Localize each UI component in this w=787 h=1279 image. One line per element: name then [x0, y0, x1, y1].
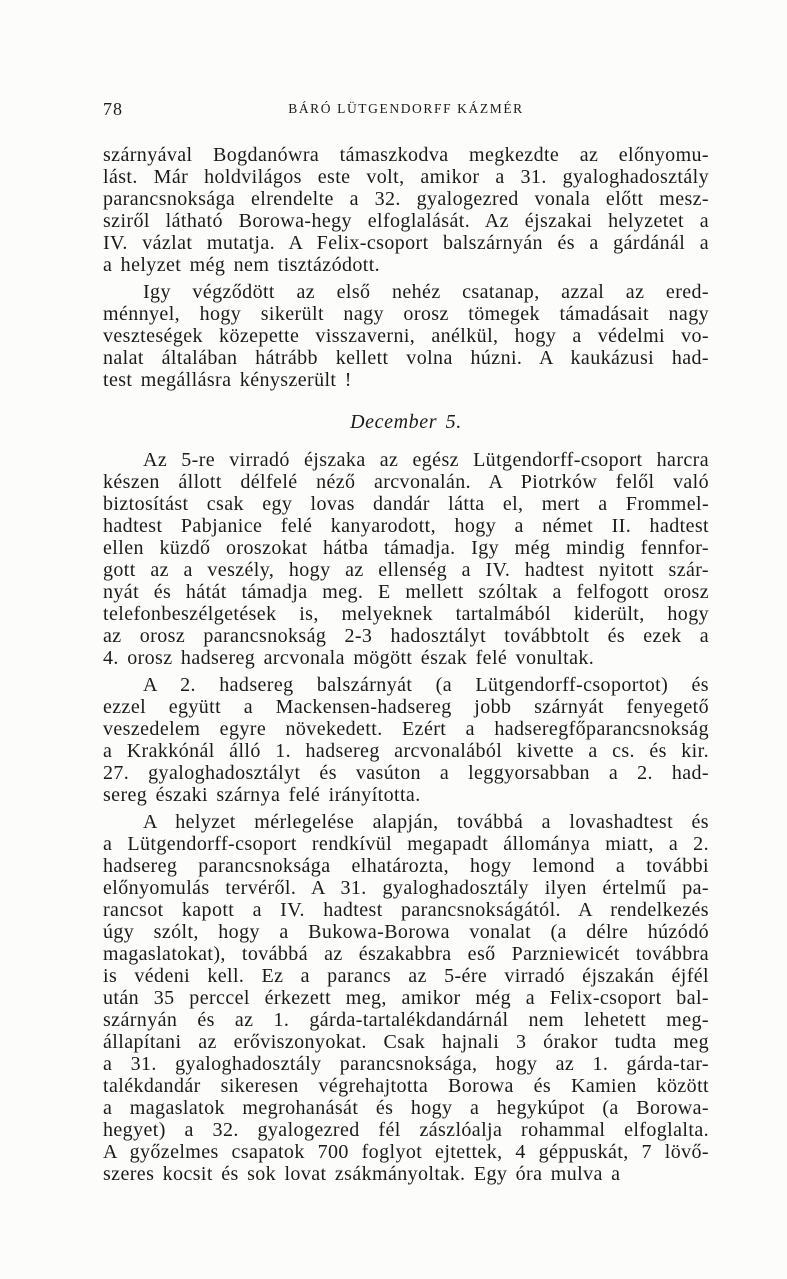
text-line: hadtest Pabjanice felé kanyarodott, hogy a német II. hadtest [103, 515, 709, 537]
section-heading: December 5. [350, 411, 462, 433]
text-line: nalat általában hátrább kellett volna húzni. A kaukázusi had- [103, 347, 709, 369]
text-line: előnyomulás tervéről. A 31. gyaloghadosztály ilyen értelmű pa- [103, 877, 709, 899]
text-line: IV. vázlat mutatja. A Felix-csoport balszárnyán és a gárdánál a [103, 232, 709, 254]
running-header [103, 99, 709, 121]
text-line: készen állott délfelé néző arcvonalán. A Piotrków felől való [103, 471, 709, 493]
running-header-title: BÁRÓ LÜTGENDORFF KÁZMÉR [288, 101, 524, 116]
text-line: rancsot kapott a IV. hadtest parancsnokságától. A rendelkezés [103, 899, 709, 921]
text-line: telefonbeszélgetések is, melyeknek tartalmából kiderült, hogy [103, 603, 709, 625]
text-line: szárnyán és az 1. gárda-tartalékdandárnál nem lehetett meg- [103, 1009, 709, 1031]
paragraph [103, 281, 709, 391]
text-line: is védeni kell. Ez a parancs az 5-ére virradó éjszakán éjfél [103, 965, 709, 987]
text-line: sziről látható Borowa-hegy elfoglalását. Az éjszakai helyzetet a [103, 210, 709, 232]
page-number: 78 [103, 99, 123, 119]
text-line: biztosítást csak egy lovas dandár látta el, mert a Frommel- [103, 493, 709, 515]
text-line: után 35 perccel érkezett meg, amikor még a Felix-csoport bal- [103, 987, 709, 1009]
text-line: ménnyel, hogy sikerült nagy orosz tömegek támadásait nagy [103, 303, 709, 325]
text-line: 27. gyaloghadosztályt és vasúton a leggyorsabban a 2. had- [103, 762, 709, 784]
paragraph [103, 674, 709, 806]
text-line: a magaslatok megrohanását és hogy a hegykúpot (a Borowa- [103, 1097, 709, 1119]
text-line: úgy szólt, hogy a Bukowa-Borowa vonalat (a délre húzódó [103, 921, 709, 943]
text-line: Igy végződött az első nehéz csatanap, azzal az ered- [143, 281, 709, 303]
text-line: test megállásra kényszerült ! [103, 369, 352, 391]
text-line: veszteségek közepette visszaverni, anélkül, hogy a védelmi vo- [103, 325, 709, 347]
page-body [103, 144, 709, 1190]
text-line: állapítani az erőviszonyokat. Csak hajnali 3 órakor tudta meg [103, 1031, 709, 1053]
text-line: a Lütgendorff-csoport rendkívül megapadt állománya miatt, a 2. [103, 833, 709, 855]
text-line: a helyzet még nem tisztázódott. [103, 254, 381, 276]
text-line: parancsnoksága elrendelte a 32. gyalogezred vonala előtt mesz- [103, 188, 709, 210]
paragraph [103, 449, 709, 669]
text-line: sereg északi szárnya felé irányította. [103, 784, 421, 806]
text-line: hadsereg parancsnoksága elhatározta, hogy lemond a további [103, 855, 709, 877]
paragraph [103, 811, 709, 1185]
text-line: az orosz parancsnokság 2-3 hadosztályt továbbtolt és ezek a [103, 625, 709, 647]
paragraph [103, 144, 709, 276]
text-line: A győzelmes csapatok 700 foglyot ejtettek, 4 géppuskát, 7 lövő- [103, 1141, 709, 1163]
text-line: gott az a veszély, hogy az ellenség a IV. hadtest nyitott szár- [103, 559, 709, 581]
text-line: ezzel együtt a Mackensen-hadsereg jobb szárnyát fenyegető [103, 696, 709, 718]
text-line: ellen küzdő oroszokat hátba támadja. Igy még mindig fennfor- [103, 537, 709, 559]
text-line: A helyzet mérlegelése alapján, továbbá a lovashadtest és [143, 811, 709, 833]
text-line: hegyet) a 32. gyalogezred fél zászlóalja rohammal elfoglalta. [103, 1119, 709, 1141]
text-line: Az 5-re virradó éjszaka az egész Lütgendorff-csoport harcra [143, 449, 709, 471]
text-line: a Krakkónál álló 1. hadsereg arcvonalából kivette a cs. és kir. [103, 740, 709, 762]
text-line: talékdandár sikeresen végrehajtotta Borowa és Kamien között [103, 1075, 709, 1097]
text-line: nyát és hátát támadja meg. E mellett szóltak a felfogott orosz [103, 581, 709, 603]
text-line: a 31. gyaloghadosztály parancsnoksága, hogy az 1. gárda-tar- [103, 1053, 709, 1075]
text-line: magaslatokat), továbbá az északabbra eső Parzniewicét továbbra [103, 943, 709, 965]
text-line: A 2. hadsereg balszárnyát (a Lütgendorff-csoportot) és [143, 674, 709, 696]
text-line: lást. Már holdvilágos este volt, amikor a 31. gyaloghadosztály [103, 166, 709, 188]
text-line: szárnyával Bogdanówra támaszkodva megkezdte az előnyomu- [103, 144, 709, 166]
text-line: veszedelem egyre növekedett. Ezért a hadseregfőparancsnokság [103, 718, 709, 740]
text-line: 4. orosz hadsereg arcvonala mögött észak felé vonultak. [103, 647, 595, 669]
text-line: szeres kocsit és sok lovat zsákmányoltak. Egy óra mulva a [103, 1163, 621, 1185]
